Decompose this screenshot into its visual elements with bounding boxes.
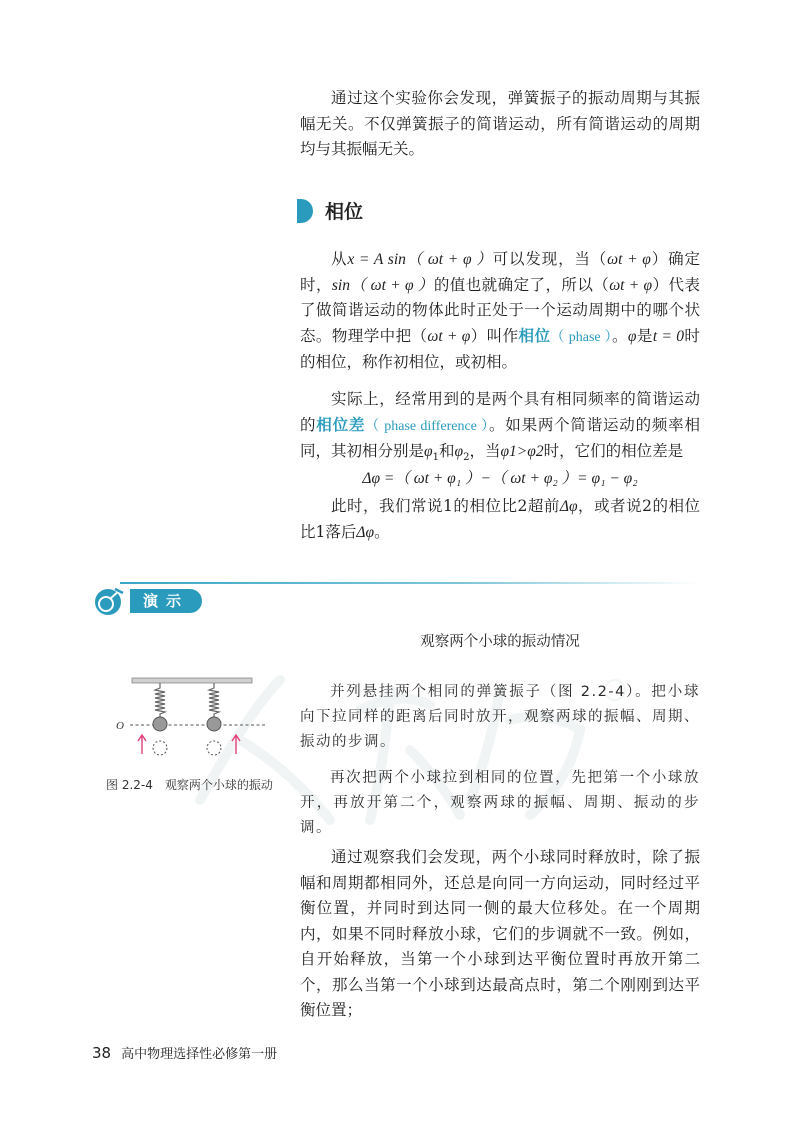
demo-step-1: 并列悬挂两个相同的弹簧振子（图 2.2-4）。把小球向下拉同样的距离后同时放开，观察两球的振幅、周期、振动的步调。 [300,684,700,750]
figure-caption: 图 2.2-4 观察两个小球的振动 [106,778,273,792]
demo-badge [90,586,202,616]
spring-oscillators-figure [110,672,270,764]
phase-difference-equation: Δφ =（ ωt + φ₁ ）−（ ωt + φ₂ ）= φ₁ − φ₂ [362,470,638,487]
section-title: 相位 [325,201,364,223]
intro-paragraph: 通过这个实验你会发现，弹簧振子的振动周期与其振幅无关。不仅弹簧振子的简谐运动，所有简谐运动的周期均与其振幅无关。 [300,89,700,158]
book-title: 高中物理选择性必修第一册 [121,1047,278,1062]
spring-right [209,683,219,718]
page-number: 38 [92,1044,112,1062]
demo-title: 观察两个小球的振动情况 [420,634,580,650]
arrow-up-right-icon [232,735,240,754]
section-marker-icon [297,199,313,223]
term-phase-english: （ phase ） [550,329,612,345]
ball-left-released [153,741,167,755]
lead-lag-paragraph: 此时，我们常说1的相位比2超前Δφ，或者说2的相位比1落后Δφ。 [300,497,700,541]
conclusion-paragraph: 通过观察我们会发现，两个小球同时释放时，除了振幅和周期都相同外，还总是向同一方向运动，同时经过平衡位置，并同时到达同一侧的最大位移处。在一个周期内，如果不同时释放小球，它们的步调就不一致。例如，自开始释放，当第一个小球到达平衡位置时再放开第二个，那么当第一个小球到达最高点时，第二个刚刚到达平衡位置； [300,848,700,1019]
demo-icon [90,585,134,617]
arrow-up-left-icon [138,735,146,754]
section-heading [297,197,597,227]
term-phase: 相位 [518,326,551,345]
demo-divider [120,582,700,584]
page-footer [92,1043,277,1062]
phase-definition-paragraph: 从x = A sin（ ωt + φ ）可以发现，当（ωt + φ）确定时，sin（ ωt + φ ）的值也就确定了，所以（ωt + φ）代表了做简谐运动的物体此时正处于一个运动周期中的哪个状态。物理学中把（ωt + φ）叫作相位（ phase ）。φ是t = 0时的相位，称作初相位，或初相。 [300,250,700,371]
demo-step-2: 再次把两个小球拉到相同的位置，先把第一个小球放开，再放开第二个，观察两球的振幅、周期、振动的步调。 [300,770,700,836]
ball-right-released [207,741,221,755]
term-phase-difference-english: （ phase difference ） [365,418,489,434]
term-phase-difference: 相位差 [316,415,366,434]
support-bar [132,678,252,683]
phase-difference-paragraph: 实际上，经常用到的是两个具有相同频率的简谐运动的相位差（ phase difference ）。如果两个简谐运动的频率相同，其初相分别是$\varphi_1$和$\varphi_2$，当φ1>φ2时，它们的相位差是 [300,390,700,464]
ball-right [207,717,221,731]
spring-left [155,683,165,718]
origin-label: O [116,720,124,732]
ball-left [153,717,167,731]
demo-label: 演示 [130,589,202,613]
formula: x = A sin（ ωt + φ ） [347,251,493,268]
